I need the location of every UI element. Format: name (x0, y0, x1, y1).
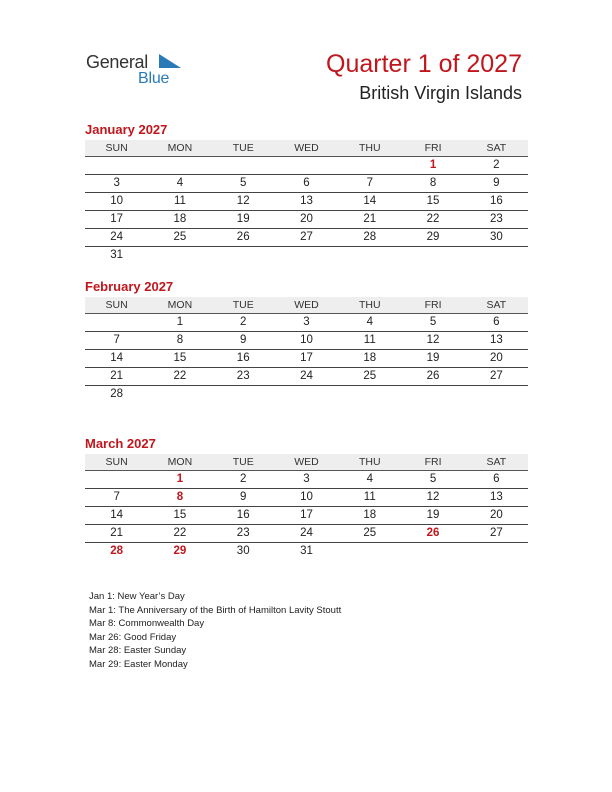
empty-day-cell (212, 157, 275, 175)
day-cell: 7 (338, 175, 401, 193)
month-january (85, 122, 528, 264)
weekday-header: THU (338, 140, 401, 157)
weekday-header: TUE (212, 140, 275, 157)
day-cell: 8 (401, 175, 464, 193)
empty-day-cell (275, 386, 338, 403)
day-cell: 26 (401, 368, 464, 386)
weekday-header: FRI (401, 454, 464, 471)
weekday-header: MON (148, 297, 211, 314)
empty-day-cell (148, 157, 211, 175)
day-cell: 26 (212, 229, 275, 247)
day-cell: 15 (148, 507, 211, 525)
day-cell: 24 (85, 229, 148, 247)
day-cell: 11 (338, 332, 401, 350)
day-cell: 3 (85, 175, 148, 193)
weekday-header: SAT (465, 140, 528, 157)
day-cell: 5 (212, 175, 275, 193)
day-cell: 19 (212, 211, 275, 229)
empty-day-cell (401, 386, 464, 403)
day-cell: 11 (338, 489, 401, 507)
day-cell: 22 (148, 525, 211, 543)
day-cell: 10 (275, 332, 338, 350)
day-cell: 7 (85, 489, 148, 507)
holiday-day-cell: 26 (401, 525, 464, 543)
day-cell: 30 (236, 545, 250, 557)
holiday-note: Mar 8: Commonwealth Day (89, 618, 205, 629)
month-title: February 2027 (85, 279, 174, 294)
day-cell: 16 (212, 507, 275, 525)
day-cell: 9 (212, 332, 275, 350)
day-cell: 4 (338, 314, 401, 332)
day-cell: 9 (465, 175, 528, 193)
month-march (85, 436, 528, 560)
month-grid (85, 454, 528, 560)
day-cell: 21 (85, 525, 148, 543)
day-cell: 9 (212, 489, 275, 507)
day-cell: 12 (401, 489, 464, 507)
day-cell: 21 (85, 368, 148, 386)
day-cell: 22 (401, 211, 464, 229)
holiday-day-cell: 28 (110, 545, 124, 557)
holiday-day-cell: 1 (148, 471, 211, 489)
day-cell: 31 (300, 545, 313, 557)
day-cell: 6 (465, 471, 528, 489)
logo-text-general: General (86, 52, 148, 72)
weekday-header: SUN (85, 297, 148, 314)
country-name: British Virgin Islands (359, 83, 522, 103)
weekday-header: FRI (401, 140, 464, 157)
day-cell: 17 (275, 350, 338, 368)
day-cell: 1 (148, 314, 211, 332)
empty-day-cell (148, 386, 211, 403)
weekday-header: WED (275, 140, 338, 157)
day-cell: 22 (148, 368, 211, 386)
day-cell: 16 (465, 193, 528, 211)
day-cell: 24 (275, 525, 338, 543)
weekday-header: MON (148, 454, 211, 471)
day-cell: 20 (465, 507, 528, 525)
logo-triangle-icon (159, 54, 181, 68)
month-title: January 2027 (85, 122, 168, 137)
logo-text-blue: Blue (138, 70, 170, 87)
day-cell: 23 (465, 211, 528, 229)
day-cell: 3 (275, 314, 338, 332)
holiday-day-cell: 29 (173, 545, 187, 557)
day-cell: 31 (110, 249, 124, 261)
month-title: March 2027 (85, 436, 156, 451)
day-cell: 12 (212, 193, 275, 211)
page-title: Quarter 1 of 2027 (326, 50, 522, 78)
empty-day-cell (338, 386, 401, 403)
day-cell: 7 (85, 332, 148, 350)
day-cell: 8 (148, 332, 211, 350)
empty-day-cell (212, 386, 275, 403)
holiday-day-cell: 1 (401, 157, 464, 175)
day-cell: 29 (401, 229, 464, 247)
day-cell: 5 (401, 471, 464, 489)
weekday-header: THU (338, 297, 401, 314)
day-cell: 2 (212, 314, 275, 332)
day-cell: 18 (338, 507, 401, 525)
month-grid (85, 140, 528, 264)
holiday-note: Mar 28: Easter Sunday (89, 645, 187, 656)
day-cell: 17 (275, 507, 338, 525)
weekday-header: SUN (85, 140, 148, 157)
day-cell: 20 (275, 211, 338, 229)
day-cell: 28 (338, 229, 401, 247)
day-cell: 24 (275, 368, 338, 386)
day-cell: 27 (275, 229, 338, 247)
day-cell: 30 (465, 229, 528, 247)
empty-day-cell (338, 543, 401, 560)
day-cell: 27 (465, 368, 528, 386)
holiday-note: Mar 1: The Anniversary of the Birth of Hamilton Lavity Stoutt (89, 604, 342, 616)
day-cell: 13 (465, 332, 528, 350)
month-february (85, 279, 528, 403)
empty-day-cell (275, 157, 338, 175)
day-cell: 10 (85, 193, 148, 211)
weekday-header: WED (275, 454, 338, 471)
weekday-header: FRI (401, 297, 464, 314)
brand-logo (86, 50, 196, 90)
empty-day-cell (275, 247, 338, 264)
day-cell: 23 (212, 525, 275, 543)
weekday-header: MON (148, 140, 211, 157)
day-cell: 15 (401, 193, 464, 211)
day-cell: 16 (212, 350, 275, 368)
day-cell: 14 (85, 507, 148, 525)
empty-day-cell (148, 247, 211, 264)
day-cell: 27 (465, 525, 528, 543)
day-cell: 20 (465, 350, 528, 368)
weekday-header: TUE (212, 454, 275, 471)
month-grid (85, 297, 528, 403)
day-cell: 14 (85, 350, 148, 368)
day-cell: 12 (401, 332, 464, 350)
empty-day-cell (465, 543, 528, 560)
day-cell: 18 (148, 211, 211, 229)
day-cell: 17 (85, 211, 148, 229)
day-cell: 25 (338, 368, 401, 386)
day-cell: 14 (338, 193, 401, 211)
day-cell: 4 (148, 175, 211, 193)
empty-day-cell (85, 157, 148, 175)
holiday-note: Jan 1: New Year’s Day (89, 591, 185, 602)
day-cell: 25 (148, 229, 211, 247)
day-cell: 18 (338, 350, 401, 368)
holiday-note: Mar 26: Good Friday (89, 631, 177, 643)
empty-day-cell (401, 543, 464, 560)
day-cell: 2 (212, 471, 275, 489)
empty-day-cell (85, 314, 148, 332)
holiday-notes (89, 590, 341, 671)
day-cell: 25 (338, 525, 401, 543)
empty-day-cell (212, 247, 275, 264)
holiday-day-cell: 8 (148, 489, 211, 507)
day-cell: 19 (401, 507, 464, 525)
weekday-header: SUN (85, 454, 148, 471)
empty-day-cell (85, 471, 148, 489)
day-cell: 4 (338, 471, 401, 489)
empty-day-cell (338, 247, 401, 264)
day-cell: 2 (465, 157, 528, 175)
empty-day-cell (338, 157, 401, 175)
weekday-header: WED (275, 297, 338, 314)
empty-day-cell (401, 247, 464, 264)
day-cell: 21 (338, 211, 401, 229)
empty-day-cell (465, 386, 528, 403)
day-cell: 15 (148, 350, 211, 368)
weekday-header: THU (338, 454, 401, 471)
day-cell: 28 (110, 388, 124, 400)
day-cell: 19 (401, 350, 464, 368)
day-cell: 6 (465, 314, 528, 332)
weekday-header: SAT (465, 297, 528, 314)
day-cell: 13 (275, 193, 338, 211)
empty-day-cell (465, 247, 528, 264)
day-cell: 3 (275, 471, 338, 489)
day-cell: 5 (401, 314, 464, 332)
holiday-note: Mar 29: Easter Monday (89, 658, 188, 670)
day-cell: 11 (148, 193, 211, 211)
day-cell: 23 (212, 368, 275, 386)
weekday-header: SAT (465, 454, 528, 471)
day-cell: 10 (275, 489, 338, 507)
weekday-header: TUE (212, 297, 275, 314)
day-cell: 6 (275, 175, 338, 193)
day-cell: 13 (465, 489, 528, 507)
